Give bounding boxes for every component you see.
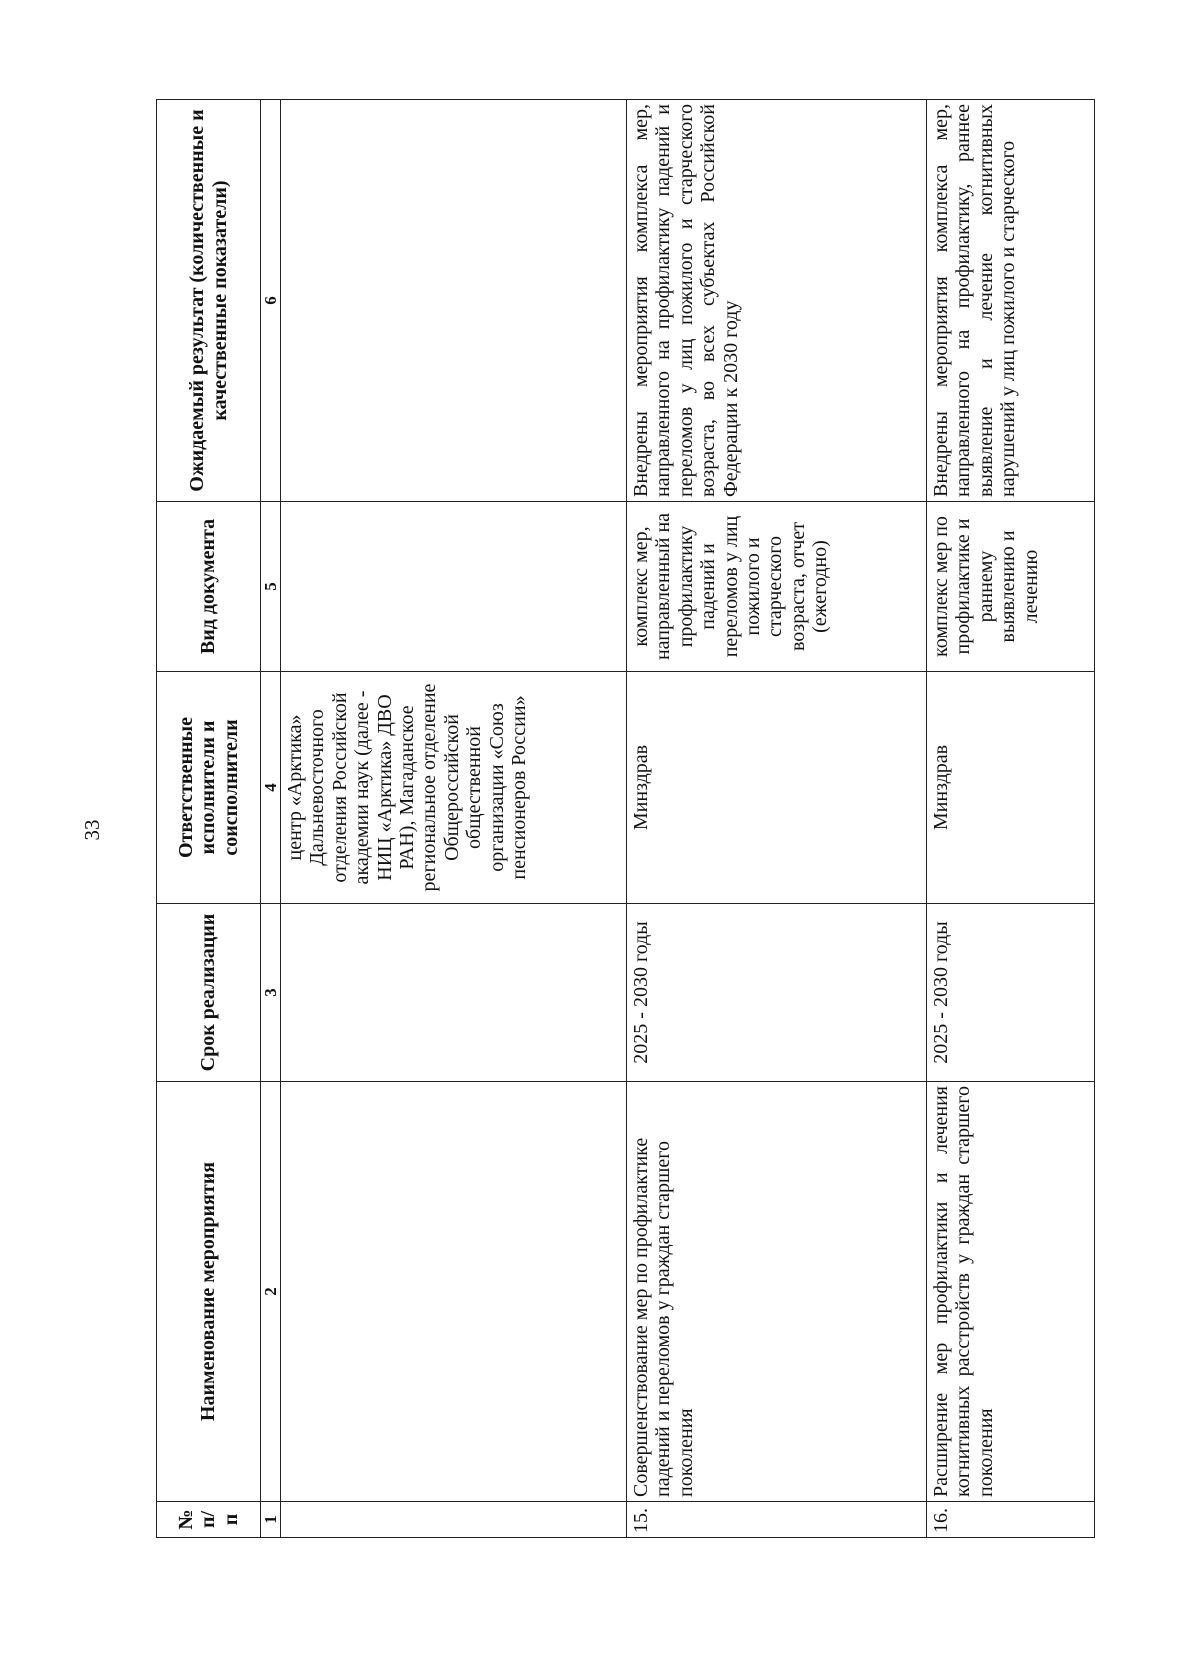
row-doc-type: комплекс мер, направленный на профилактику падений и переломов у лиц пожилого и старческого возраста, отчет (ежегодно) bbox=[627, 502, 927, 672]
table-row bbox=[281, 100, 627, 1538]
row-doc-type: комплекс мер по профилактике и раннему выявлению и лечению bbox=[927, 502, 1095, 672]
row-num: 16. bbox=[927, 1502, 1095, 1538]
row-result: Внедрены мероприятия комплекса мер, направленного на профилактику, раннее выявление и лечение когнитивных нарушений у лиц пожилого и старческого bbox=[927, 100, 1095, 502]
column-number: 6 bbox=[261, 100, 281, 502]
column-number: 3 bbox=[261, 904, 281, 1082]
row-name: Совершенствование мер по профилактике падений и переломов у граждан старшего поколения bbox=[627, 1082, 927, 1502]
page-number: 33 bbox=[80, 819, 104, 841]
row-term: 2025 - 2030 годы bbox=[927, 904, 1095, 1082]
header-num: № п/п bbox=[157, 1502, 261, 1538]
row-result bbox=[281, 100, 627, 502]
rotated-table-wrapper bbox=[156, 100, 1094, 1538]
row-doc-type bbox=[281, 502, 627, 672]
row-executors: Минздрав bbox=[927, 672, 1095, 904]
row-num: 15. bbox=[627, 1502, 927, 1538]
table-row bbox=[927, 100, 1095, 1538]
column-number: 2 bbox=[261, 1082, 281, 1502]
header-name: Наименование мероприятия bbox=[157, 1082, 261, 1502]
column-number: 5 bbox=[261, 502, 281, 672]
row-term: 2025 - 2030 годы bbox=[627, 904, 927, 1082]
table-header-row bbox=[157, 100, 261, 1538]
header-term: Срок реализации bbox=[157, 904, 261, 1082]
column-number: 4 bbox=[261, 672, 281, 904]
column-numbers-row bbox=[261, 100, 281, 1538]
row-num bbox=[281, 1502, 627, 1538]
row-result: Внедрены мероприятия комплекса мер, направленного на профилактику падений и переломов у лиц пожилого и старческого возраста, во всех субъектах Российской Федерации к 2030 году bbox=[627, 100, 927, 502]
table-row bbox=[627, 100, 927, 1538]
row-term bbox=[281, 904, 627, 1082]
row-executors: Минздрав bbox=[627, 672, 927, 904]
measures-table bbox=[156, 99, 1095, 1538]
row-name: Расширение мер профилактики и лечения когнитивных расстройств у граждан старшего поколения bbox=[927, 1082, 1095, 1502]
column-number: 1 bbox=[261, 1502, 281, 1538]
header-result: Ожидаемый результат (количественные и качественные показатели) bbox=[157, 100, 261, 502]
row-name bbox=[281, 1082, 627, 1502]
header-executors: Ответственные исполнители и соисполнители bbox=[157, 672, 261, 904]
row-executors: центр «Арктика» Дальневосточного отделения Российской академии наук (далее - НИЦ «Арктика» ДВО РАН), Магаданское региональное отделение Общероссийской общественной организации «Союз пенсионеров России» bbox=[281, 672, 627, 904]
header-doc-type: Вид документа bbox=[157, 502, 261, 672]
